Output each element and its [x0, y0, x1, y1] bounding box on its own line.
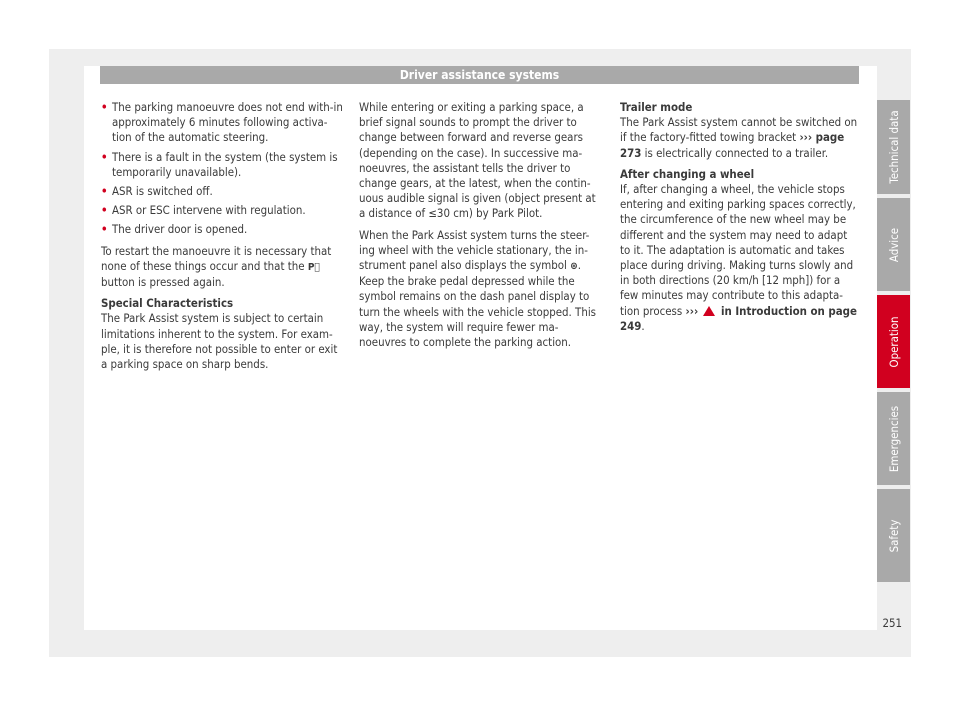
special-paragraph: The Park Assist system is subject to certain limitations inherent to the system. For exam-ple, it is therefore not possible to enter or exit a parking space on sharp bends.: [101, 311, 338, 372]
bullet-icon: •: [101, 222, 108, 237]
column-1: [101, 100, 346, 378]
column-2: [359, 100, 602, 356]
page-273-link[interactable]: ››› page 273: [620, 130, 845, 160]
park-assist-button-icon: P⃝: [307, 261, 320, 273]
trailer-paragraph: The Park Assist system cannot be switched on if the factory-fitted towing bracket ››› page 273 is electrically connected to a trailer.: [620, 115, 858, 160]
section-header: Driver assistance systems: [100, 66, 859, 84]
signal-paragraph: While entering or exiting a parking space, a brief signal sounds to prompt the driver to change between forward and reverse gears (depending on the case). In successive ma-noeuvres, the assistant tells the driver to change gears, at the latest, when the contin-uous audible signal is given (object present at a distance of ≤30 cm) by Park Pilot.: [359, 100, 596, 221]
arrow-link-icon[interactable]: ›››: [685, 303, 699, 318]
bullet-icon: •: [101, 203, 108, 218]
trailer-heading: Trailer mode: [620, 100, 693, 114]
list-item: • ASR is switched off.: [101, 184, 213, 199]
list-item: • The driver door is opened.: [101, 222, 248, 237]
tab-operation[interactable]: Operation: [877, 295, 910, 388]
wheel-heading: After changing a wheel: [620, 166, 755, 181]
page-249-link[interactable]: in Introduction on page 249: [620, 303, 857, 333]
steering-wheel-icon: ⊛: [570, 261, 578, 273]
page-number: 251: [882, 616, 902, 630]
column-3: [620, 100, 860, 340]
list-item: • The parking manoeuvre does not end with-in approximately 6 minutes following activa-tion of the automatic steering.: [101, 100, 343, 145]
wheel-paragraph: If, after changing a wheel, the vehicle stops entering and exiting parking spaces correctly, the circumference of the new wheel may be different and the system may need to adapt to it. The adaptation is automatic and takes place during driving. Making turns slowly and in both directions (20 km/h [12 mph]) for a few minutes may contribute to this adapta-tion process ››› in Introduction on page 249.: [620, 182, 857, 333]
warning-icon: [703, 306, 715, 316]
restart-paragraph: To restart the manoeuvre it is necessary that none of these things occur and that the P⃝ button is pressed again.: [101, 243, 332, 290]
bullet-icon: •: [101, 100, 108, 114]
bullet-icon: •: [101, 184, 108, 199]
special-heading: Special Characteristics: [101, 296, 234, 311]
steering-paragraph: When the Park Assist system turns the steer-ing wheel with the vehicle stationary, the in-strument panel also displays the symbol ⊛. Keep the brake pedal depressed while the symbol remains on the dash panel display to turn the wheels with the vehicle stopped. This way, the system will require fewer ma-noeuvres to complete the parking action.: [359, 227, 597, 350]
list-item: • There is a fault in the system (the system is temporarily unavailable).: [101, 149, 338, 179]
tab-safety[interactable]: Safety: [877, 489, 910, 582]
tab-emergencies[interactable]: Emergencies: [877, 392, 910, 485]
list-item: • ASR or ESC intervene with regulation.: [101, 203, 306, 218]
tab-advice[interactable]: Advice: [877, 198, 910, 291]
bullet-icon: •: [101, 149, 108, 164]
tab-technical-data[interactable]: Technical data: [877, 100, 910, 194]
